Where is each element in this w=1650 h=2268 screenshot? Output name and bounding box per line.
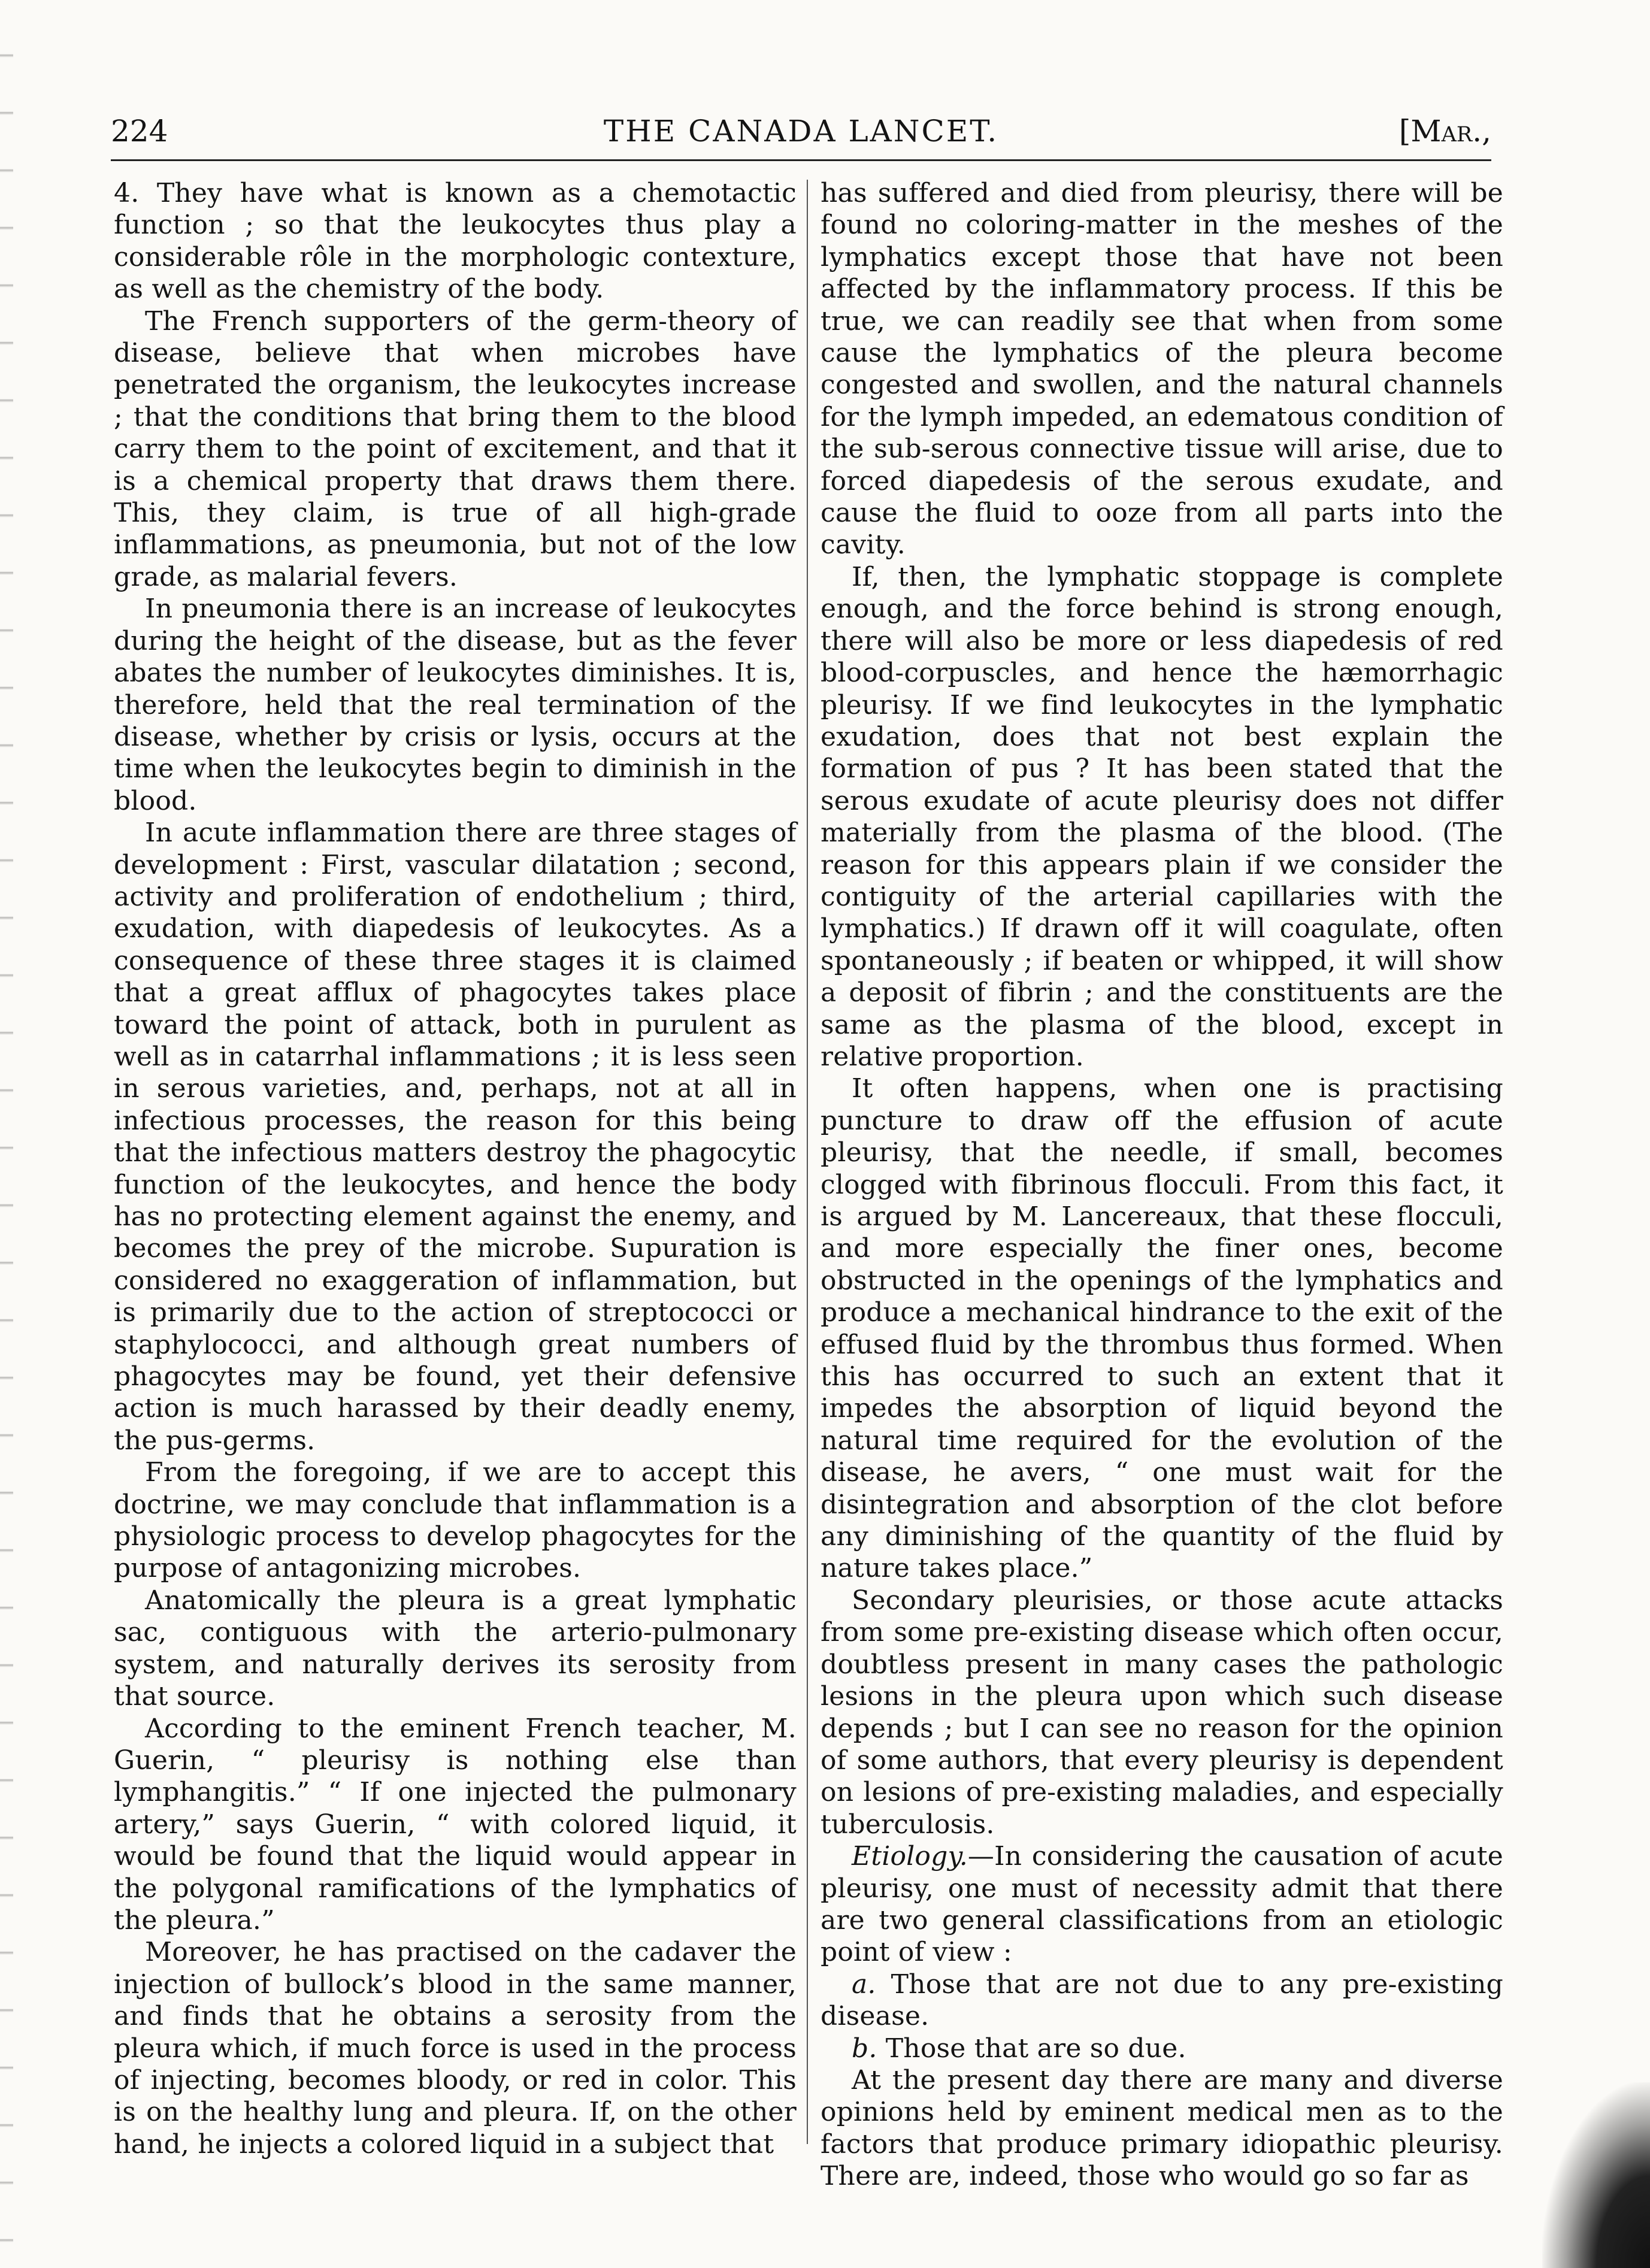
classification-letter: a. — [852, 1969, 876, 2000]
page-number: 224 — [111, 114, 168, 149]
paragraph: has suffered and died from pleurisy, there will be found no coloring-matter in the meshes of the lymphatics except those that have not been affected by the inflammatory process. If this be true, we can readily see that when from some cause the lymphatics of the pleura become congested and swollen, and the natural channels for the lymph impeded, an edematous condition of the sub-serous connective tissue will arise, due to forced diapedesis of the serous exudate, and cause the fluid to ooze from all parts into the cavity. — [821, 178, 1503, 561]
left-column — [114, 177, 797, 2160]
column-divider — [807, 180, 808, 2144]
right-column — [821, 177, 1503, 2193]
header-rule — [111, 159, 1491, 161]
classification-text: Those that are so due. — [877, 2033, 1186, 2064]
etiology-paragraph — [821, 1840, 1503, 1969]
paragraph: From the foregoing, if we are to accept this doctrine, we may conclude that inflammation is a physiologic process to develop phagocytes for the purpose of antagonizing microbes. — [114, 1457, 797, 1584]
paragraph: In pneumonia there is an increase of leukocytes during the height of the disease, but as the fever abates the number of leukocytes diminishes. It is, therefore, held that the real termination of the disease, whether by crisis or lysis, occurs at the time when the leukocytes begin to diminish in the blood. — [114, 594, 797, 816]
paragraph: At the present day there are many and diverse opinions held by eminent medical men as to the factors that produce primary idiopathic pleurisy. There are, indeed, those who would go so far as — [821, 2064, 1503, 2192]
etiology-heading: Etiology. — [852, 1841, 968, 1872]
paragraph: The French supporters of the germ-theory of disease, believe that when microbes have penetrated the organism, the leukocytes increase ; that the conditions that bring them to the blood carry them to the point of excitement, and that it is a chemical property that draws them there. This, they claim, is true of all high-grade inflammations, as pneumonia, but not of the low grade, as malarial fevers. — [114, 305, 797, 592]
issue-label: [Mar., — [1398, 114, 1491, 149]
classification-text: Those that are not due to any pre-existing disease. — [821, 1969, 1503, 2032]
corner-smudge — [1542, 2082, 1650, 2268]
classification-letter: b. — [852, 2033, 877, 2064]
journal-title: THE CANADA LANCET. — [603, 114, 999, 149]
paragraph: Anatomically the pleura is a great lymphatic sac, contiguous with the arterio-pulmonary system, and naturally derives its serosity from that source. — [114, 1585, 797, 1712]
page-edge-specks — [0, 0, 13, 2268]
paragraph: 4. They have what is known as a chemotactic function ; so that the leukocytes thus play a considerable rôle in the morphologic contexture, as well as the chemistry of the body. — [114, 178, 797, 305]
paragraph: Secondary pleurisies, or those acute attacks from some pre-existing disease which often occur, doubtless present in many cases the pathologic lesions in the pleura upon which such disease depends ; but I can see no reason for the opinion of some authors, that every pleurisy is dependent on lesions of pre-existing maladies, and especially tuberculosis. — [821, 1585, 1503, 1840]
etiology-text: —In considering the causation of acute pleurisy, one must of necessity admit that there are two general classifications from an etiologic point of view : — [821, 1841, 1503, 1968]
paragraph: According to the eminent French teacher, M. Guerin, “ pleurisy is nothing else than lymphangitis.” “ If one injected the pulmonary artery,” says Guerin, “ with colored liquid, it would be found that the liquid would appear in the polygonal ramifications of the lymphatics of the pleura.” — [114, 1713, 797, 1936]
running-header — [111, 114, 1491, 162]
paragraph: If, then, the lymphatic stoppage is complete enough, and the force behind is strong enough, there will also be more or less diapedesis of red blood-corpuscles, and hence the hæmorrhagic pleurisy. If we find leukocytes in the lymphatic exudation, does that not best explain the formation of pus ? It has been stated that the serous exudate of acute pleurisy does not differ materially from the plasma of the blood. (The reason for this appears plain if we consider the contiguity of the arterial capillaries with the lymphatics.) If drawn off it will coagulate, often spontaneously ; if beaten or whipped, it will show a deposit of fibrin ; and the constituents are the same as the plasma of the blood, except in relative proportion. — [821, 561, 1503, 1072]
paragraph: In acute inflammation there are three stages of development : First, vascular dilatation ; second, activity and proliferation of endothelium ; third, exudation, with diapedesis of leukocytes. As a consequence of these three stages it is claimed that a great afflux of phagocytes takes place toward the point of attack, both in purulent as well as in catarrhal inflammations ; it is less seen in serous varieties, and, perhaps, not at all in infectious processes, the reason for this being that the infectious matters destroy the phagocytic function of the leukocytes, and hence the body has no protecting element against the enemy, and becomes the prey of the microbe. Supuration is considered no exaggeration of inflammation, but is primarily due to the action of streptococci or staphylococci, and although great numbers of phagocytes may be found, yet their defensive action is much harassed by their deadly enemy, the pus-germs. — [114, 817, 797, 1456]
classification-b — [821, 2033, 1503, 2064]
classification-a — [821, 1969, 1503, 2033]
paragraph: It often happens, when one is practising puncture to draw off the effusion of acute pleurisy, that the needle, if small, becomes clogged with fibrinous flocculi. From this fact, it is argued by M. Lancereaux, that these flocculi, and more especially the finer ones, become obstructed in the openings of the lymphatics and produce a mechanical hindrance to the exit of the effused fluid by the thrombus thus formed. When this has occurred to such an extent that it impedes the absorption of liquid beyond the natural time required for the evolution of the disease, he avers, “ one must wait for the disintegration and absorption of the clot before any diminishing of the quantity of the fluid by nature takes place.” — [821, 1073, 1503, 1584]
paragraph: Moreover, he has practised on the cadaver the injection of bullock’s blood in the same manner, and finds that he obtains a serosity from the pleura which, if much force is used in the process of injecting, becomes bloody, or red in color. This is on the healthy lung and pleura. If, on the other hand, he injects a colored liquid in a subject that — [114, 1937, 797, 2160]
